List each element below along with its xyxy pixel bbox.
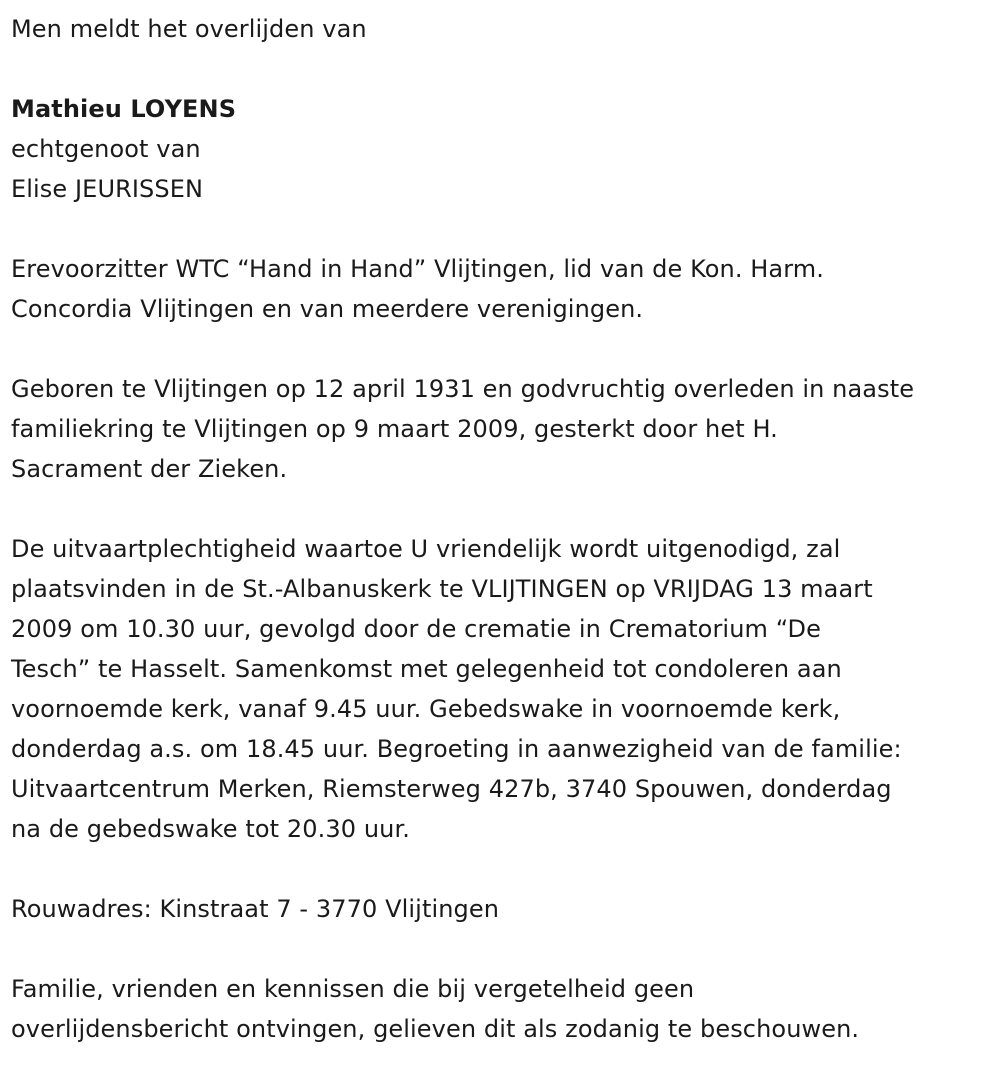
honors-paragraph — [11, 249, 990, 329]
spacer — [11, 849, 990, 889]
funeral-paragraph — [11, 529, 990, 849]
relation-line: echtgenoot van — [11, 135, 201, 163]
deceased-name: Mathieu LOYENS — [11, 95, 237, 123]
spacer — [11, 489, 990, 529]
paragraph-line: donderdag a.s. om 18.45 uur. Begroeting in aanwezigheid van de familie: — [11, 735, 902, 763]
intro-line: Men meldt het overlijden van — [11, 15, 367, 43]
paragraph-line: Erevoorzitter WTC “Hand in Hand” Vlijtingen, lid van de Kon. Harm. — [11, 255, 824, 283]
spouse-name: Elise JEURISSEN — [11, 175, 204, 203]
paragraph-line: overlijdensbericht ontvingen, gelieven dit als zodanig te beschouwen. — [11, 1015, 860, 1043]
paragraph-line: Sacrament der Zieken. — [11, 455, 288, 483]
paragraph-line: plaatsvinden in de St.-Albanuskerk te VLIJTINGEN op VRIJDAG 13 maart — [11, 575, 873, 603]
paragraph-line: De uitvaartplechtigheid waartoe U vriendelijk wordt uitgenodigd, zal — [11, 535, 841, 563]
mourning-address: Rouwadres: Kinstraat 7 - 3770 Vlijtingen — [11, 895, 500, 923]
paragraph-line: na de gebedswake tot 20.30 uur. — [11, 815, 410, 843]
paragraph-line: familiekring te Vlijtingen op 9 maart 2009, gesterkt door het H. — [11, 415, 778, 443]
spacer — [11, 929, 990, 969]
spacer — [11, 49, 990, 89]
closing-paragraph — [11, 969, 990, 1049]
paragraph-line: Uitvaartcentrum Merken, Riemsterweg 427b, 3740 Spouwen, donderdag — [11, 775, 892, 803]
paragraph-line: voornoemde kerk, vanaf 9.45 uur. Gebedswake in voornoemde kerk, — [11, 695, 841, 723]
paragraph-line: Concordia Vlijtingen en van meerdere verenigingen. — [11, 295, 644, 323]
paragraph-line: 2009 om 10.30 uur, gevolgd door de crematie in Crematorium “De — [11, 615, 821, 643]
paragraph-line: Tesch” te Hasselt. Samenkomst met gelegenheid tot condoleren aan — [11, 655, 842, 683]
life-paragraph — [11, 369, 990, 489]
paragraph-line: Familie, vrienden en kennissen die bij vergetelheid geen — [11, 975, 695, 1003]
paragraph-line: Geboren te Vlijtingen op 12 april 1931 en godvruchtig overleden in naaste — [11, 375, 915, 403]
spacer — [11, 329, 990, 369]
spacer — [11, 209, 990, 249]
